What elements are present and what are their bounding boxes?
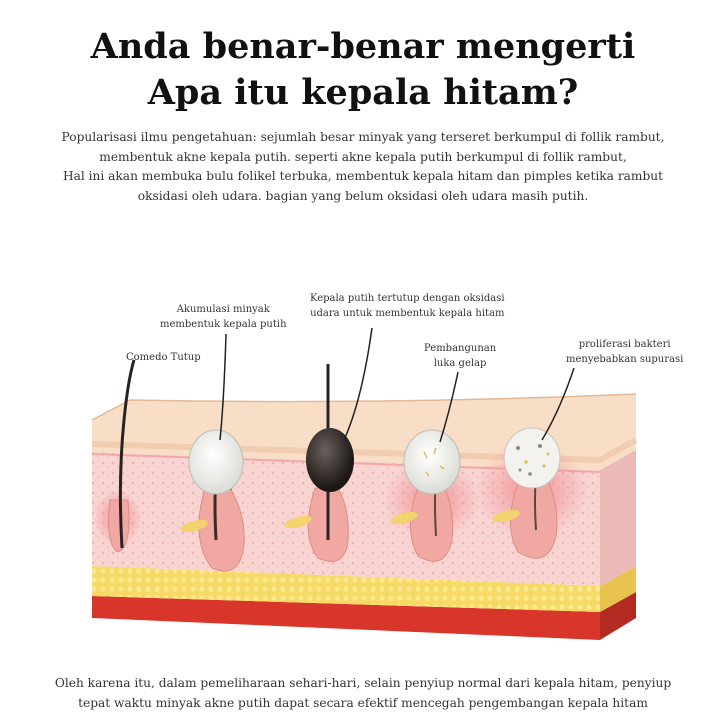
- inflamed-whitehead-icon: [404, 430, 460, 494]
- intro-line: membentuk akne kepala putih. seperti akne kepala putih berkumpul di follik rambut,: [99, 149, 627, 164]
- pustule-icon: [504, 428, 560, 488]
- footer-line: Oleh karena itu, dalam pemeliharaan sehari-hari, selain penyiup normal dari kepala hitam, penyiup: [54, 676, 672, 690]
- intro-line: Hal ini akan membuka bulu folikel terbuka, membentuk kepala hitam dan pimples ketika rambut: [62, 169, 664, 183]
- follicle-5: [510, 478, 556, 558]
- blackhead-icon: [306, 428, 354, 492]
- follicle-1: [109, 500, 129, 552]
- label-comedo-tutup: Comedo Tutup: [126, 352, 201, 363]
- title-line-2: Apa itu kepala hitam?: [147, 72, 579, 113]
- whitehead-icon: [189, 430, 243, 494]
- intro-line: Popularisasi ilmu pengetahuan: sejumlah besar minyak yang terseret berkumpul di follik rambut,: [61, 130, 665, 144]
- title-line-1: Anda benar-benar mengerti: [90, 26, 636, 67]
- label-oksidasi: Kepala putih tertutup dengan oksidasi udara untuk membentuk kepala hitam: [310, 293, 505, 319]
- label-akumulasi-minyak: Akumulasi minyak membentuk kepala putih: [160, 304, 287, 330]
- label-proliferasi-bakteri: proliferasi bakteri menyebabkan supurasi: [566, 339, 684, 365]
- intro-line: oksidasi oleh udara. bagian yang belum oksidasi oleh udara masih putih.: [137, 188, 589, 203]
- label-luka-gelap: Pembangunan luka gelap: [424, 343, 497, 369]
- footer-line: tepat waktu minyak akne putih dapat secara efektif mencegah pengembangan kepala hitam: [78, 695, 648, 710]
- footer-paragraph: [30, 674, 696, 713]
